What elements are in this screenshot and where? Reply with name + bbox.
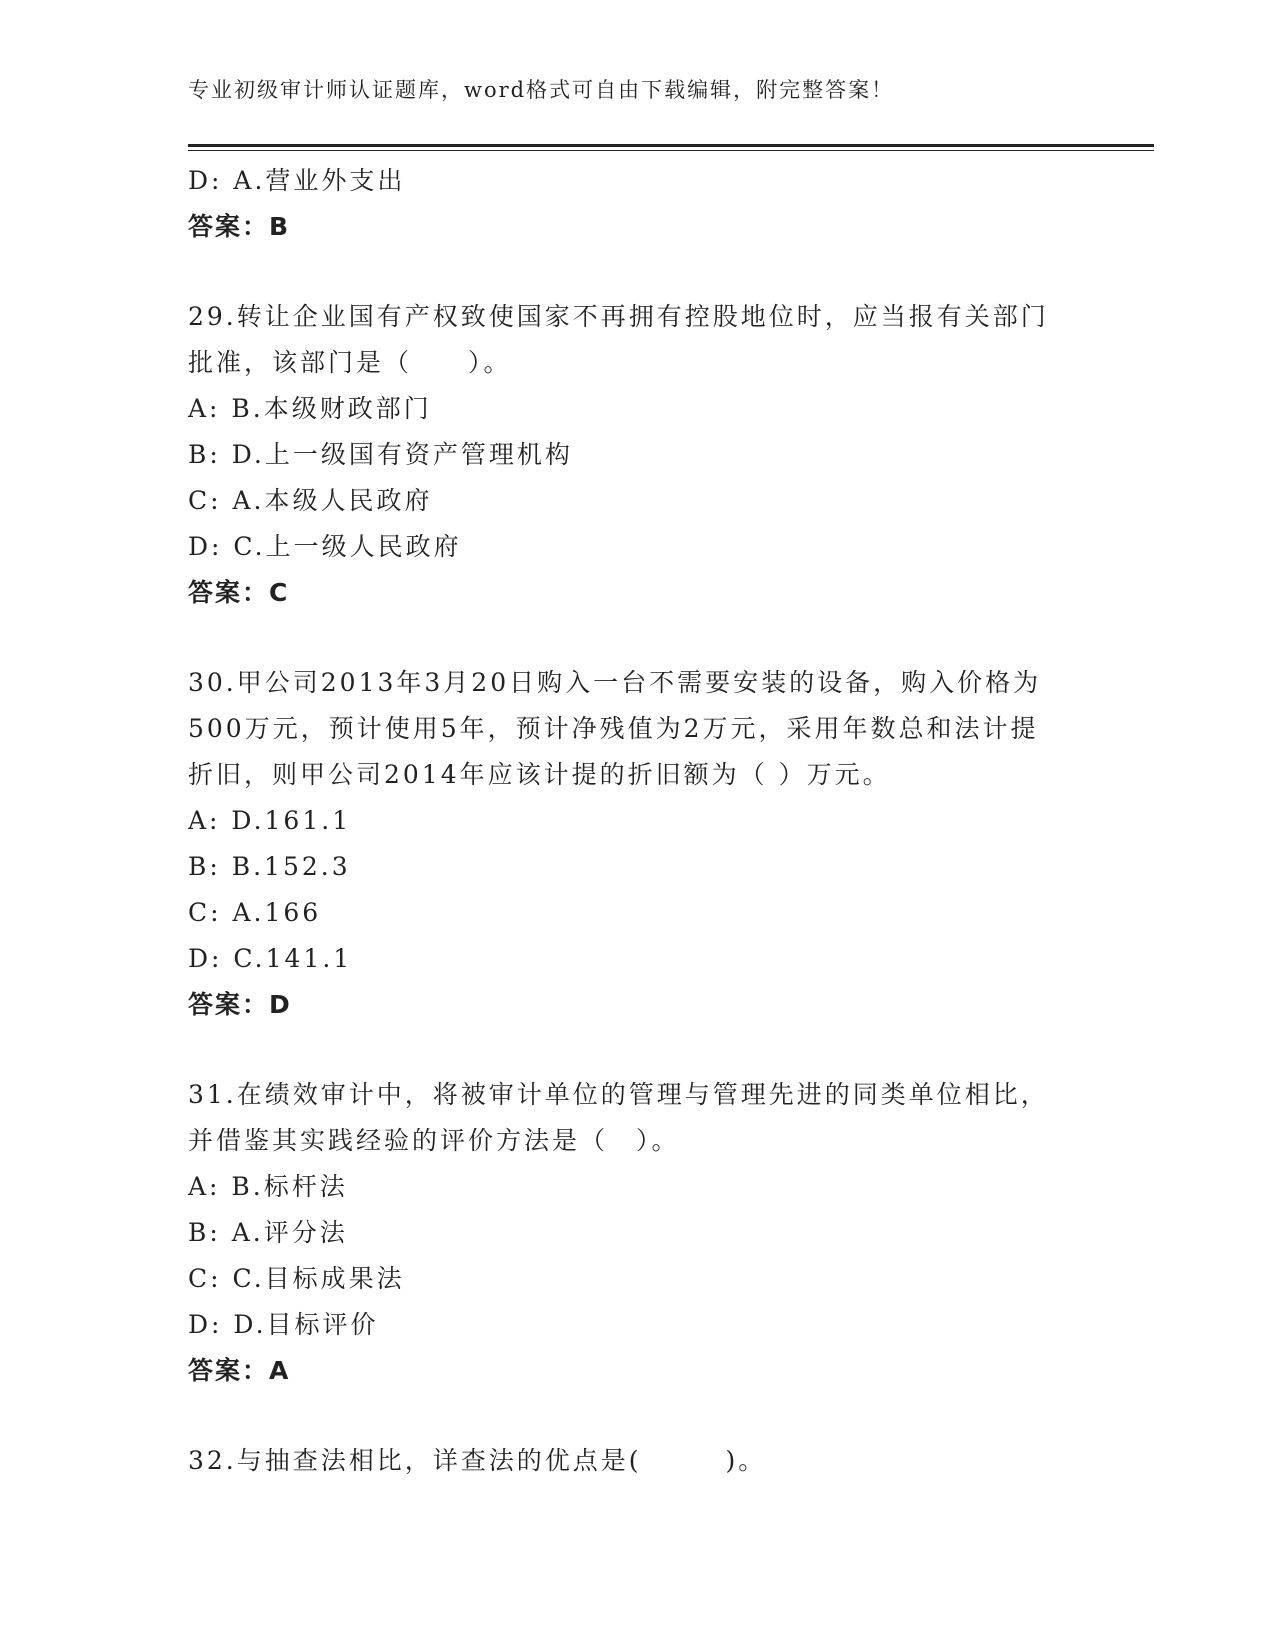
option-b: B: B.152.3 bbox=[188, 852, 351, 881]
question-stem-line: 500万元，预计使用5年，预计净残值为2万元，采用年数总和法计提 bbox=[188, 714, 1039, 743]
question-stem-line: 32.与抽查法相比，详查法的优点是( )。 bbox=[188, 1446, 767, 1475]
option-a: A: B.标杆法 bbox=[188, 1172, 348, 1201]
answer-line: 答案：B bbox=[188, 212, 291, 241]
option-d: D: A.营业外支出 bbox=[188, 166, 406, 195]
header-rule-thick bbox=[188, 144, 1154, 147]
question-29 bbox=[188, 294, 1088, 616]
question-gap bbox=[188, 616, 1088, 660]
option-c: C: A.166 bbox=[188, 898, 322, 927]
option-d: D: C.上一级人民政府 bbox=[188, 532, 462, 561]
option-b: B: A.评分法 bbox=[188, 1218, 348, 1247]
question-gap bbox=[188, 1394, 1088, 1438]
question-31 bbox=[188, 1072, 1088, 1394]
answer-line: 答案：C bbox=[188, 578, 290, 607]
question-content bbox=[188, 158, 1088, 1484]
option-d: D: C.141.1 bbox=[188, 944, 353, 973]
question-stem-line: 批准，该部门是（ ）。 bbox=[188, 348, 512, 377]
option-c: C: C.目标成果法 bbox=[188, 1264, 405, 1293]
question-stem-line: 折旧，则甲公司2014年应该计提的折旧额为（ ）万元。 bbox=[188, 760, 891, 789]
question-30 bbox=[188, 660, 1088, 1028]
option-b: B: D.上一级国有资产管理机构 bbox=[188, 440, 573, 469]
question-stem-line: 31.在绩效审计中，将被审计单位的管理与管理先进的同类单位相比， bbox=[188, 1080, 1049, 1109]
question-gap bbox=[188, 250, 1088, 294]
option-d: D: D.目标评价 bbox=[188, 1310, 379, 1339]
option-a: A: B.本级财政部门 bbox=[188, 394, 432, 423]
option-a: A: D.161.1 bbox=[188, 806, 352, 835]
answer-line: 答案：D bbox=[188, 990, 292, 1019]
question-stem-line: 29.转让企业国有产权致使国家不再拥有控股地位时，应当报有关部门 bbox=[188, 302, 1049, 331]
header-rule-thin bbox=[188, 150, 1154, 151]
question-stem-line: 并借鉴其实践经验的评价方法是（ ）。 bbox=[188, 1126, 680, 1155]
question-stem-line: 30.甲公司2013年3月20日购入一台不需要安装的设备，购入价格为 bbox=[188, 668, 1042, 697]
answer-line: 答案：A bbox=[188, 1356, 291, 1385]
page-header: 专业初级审计师认证题库，word格式可自由下载编辑，附完整答案！ bbox=[188, 78, 895, 102]
question-32 bbox=[188, 1438, 1088, 1484]
question-gap bbox=[188, 1028, 1088, 1072]
option-c: C: A.本级人民政府 bbox=[188, 486, 433, 515]
